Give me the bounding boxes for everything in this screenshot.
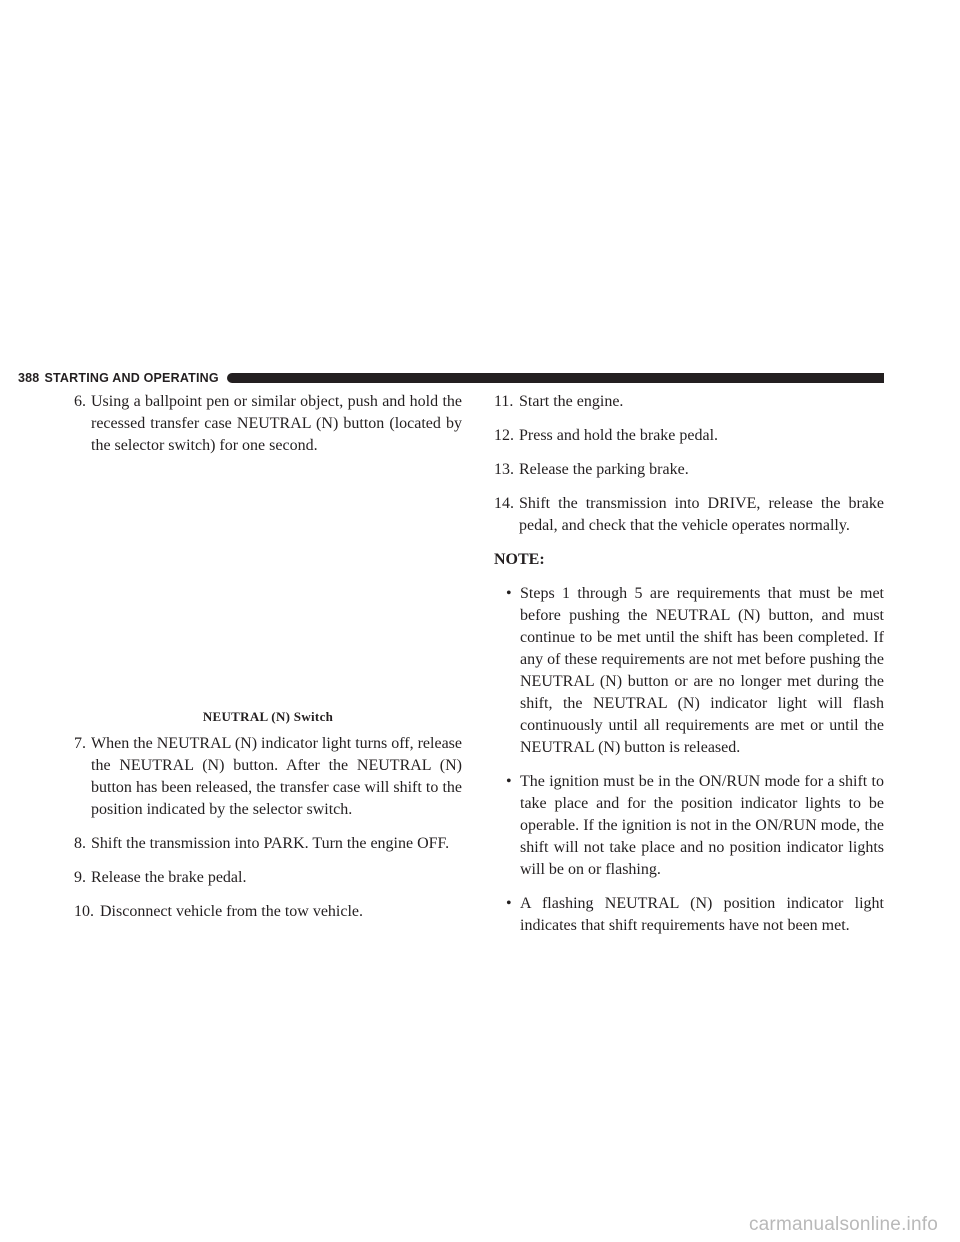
page-number: 388 <box>18 371 40 385</box>
right-column <box>494 391 884 949</box>
step-text: Press and hold the brake pedal. <box>519 427 719 444</box>
step-13 <box>494 459 884 481</box>
step-number: 7. <box>74 735 86 752</box>
step-14 <box>494 493 884 537</box>
step-text: Using a ballpoint pen or similar object, push and hold the recessed transfer case NEUTRAL (N) button (located by the selector switch) for one second. <box>91 393 462 454</box>
bullet-text: The ignition must be in the ON/RUN mode for a shift to take place and for the position indicator lights to be operable. If the ignition is not in the ON/RUN mode, the shift will not take place and no position indicator lights will be on or flashing. <box>520 773 884 878</box>
step-7 <box>74 733 462 821</box>
step-number: 10. <box>74 903 94 920</box>
figure-caption: NEUTRAL (N) Switch <box>202 709 334 724</box>
step-text: Disconnect vehicle from the tow vehicle. <box>100 903 364 920</box>
step-8 <box>74 833 462 855</box>
step-text: Shift the transmission into DRIVE, release the brake pedal, and check that the vehicle operates normally. <box>519 495 884 534</box>
step-number: 8. <box>74 835 86 852</box>
step-text: Release the brake pedal. <box>91 869 247 886</box>
step-number: 11. <box>494 393 514 410</box>
step-text: Release the parking brake. <box>519 461 689 478</box>
step-number: 14. <box>494 495 514 512</box>
section-title: STARTING AND OPERATING <box>44 371 219 385</box>
step-number: 6. <box>74 393 86 410</box>
left-column <box>74 391 462 935</box>
step-10 <box>74 901 462 923</box>
figure-placeholder <box>74 469 462 709</box>
note-bullet <box>494 583 884 759</box>
bullet-text: Steps 1 through 5 are requirements that must be met before pushing the NEUTRAL (N) button, and must continue to be met until the shift has been completed. If any of these requirements are not met before pushing the NEUTRAL (N) button or are no longer met during the shift, the NEUTRAL (N) indicator light will flash continuously until all requirements are met or until the NEUTRAL (N) button is released. <box>520 585 884 756</box>
step-text: Start the engine. <box>519 393 624 410</box>
step-6 <box>74 391 462 457</box>
step-number: 9. <box>74 869 86 886</box>
step-number: 12. <box>494 427 514 444</box>
watermark: carmanualsonline.info <box>748 1214 938 1235</box>
bullet-icon: • <box>506 585 512 602</box>
page-header <box>18 371 884 385</box>
bullet-icon: • <box>506 773 512 790</box>
step-11 <box>494 391 884 413</box>
bullet-text: A flashing NEUTRAL (N) position indicator light indicates that shift requirements have not been met. <box>520 895 884 934</box>
step-number: 13. <box>494 461 514 478</box>
step-text: When the NEUTRAL (N) indicator light turns off, release the NEUTRAL (N) button. After the NEUTRAL (N) button has been released, the transfer case will shift to the position indicated by the selector switch. <box>91 735 462 818</box>
step-12 <box>494 425 884 447</box>
step-text: Shift the transmission into PARK. Turn the engine OFF. <box>91 835 450 852</box>
note-label: NOTE: <box>494 551 545 568</box>
header-rule <box>227 373 884 383</box>
bullet-icon: • <box>506 895 512 912</box>
note-bullet <box>494 771 884 881</box>
note-bullet <box>494 893 884 937</box>
step-9 <box>74 867 462 889</box>
